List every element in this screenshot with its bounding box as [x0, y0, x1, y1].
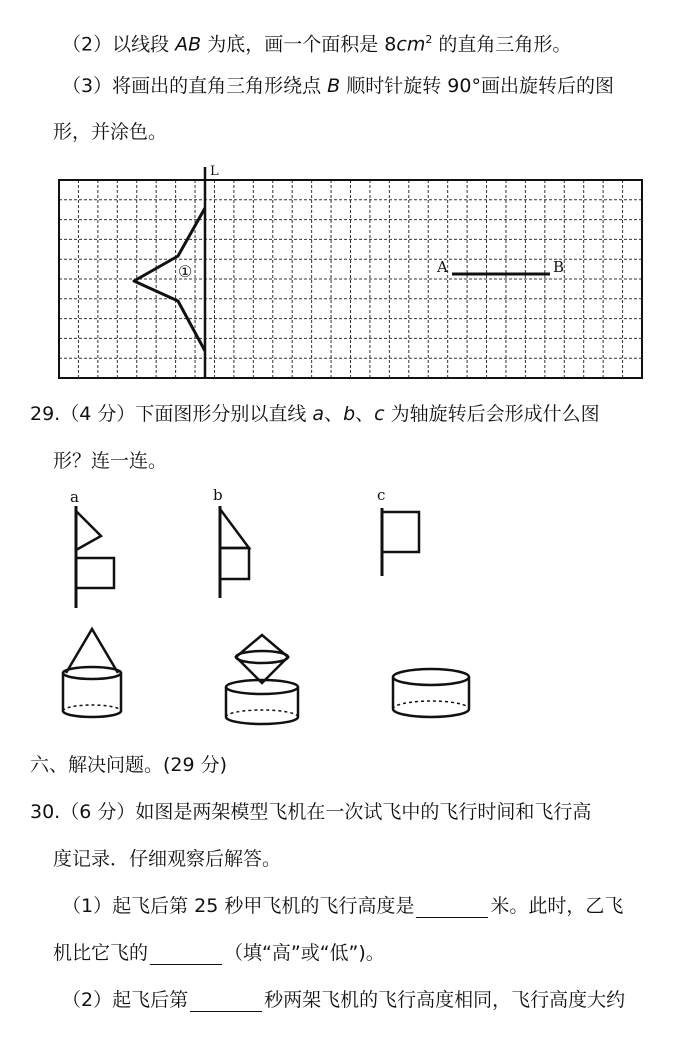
- point-label-a: A: [437, 258, 448, 276]
- q29-letter-b: b: [343, 403, 356, 425]
- q29-text-b: 为轴旋转后会形成什么图: [390, 403, 600, 425]
- q29-text-a: 29.（4 分）下面图形分别以直线: [30, 403, 307, 425]
- shape-label-a: a: [70, 488, 79, 506]
- solid-cylinder: [393, 669, 469, 717]
- q29-line2: 形？连一连。: [53, 450, 168, 472]
- q30-sub1-text-b: 米。此时，乙飞: [490, 895, 624, 917]
- q28-sub2-text-b: 为底，画一个面积是 8: [207, 33, 397, 56]
- solid-shapes: [0, 625, 679, 735]
- q29-sep1: 、: [324, 403, 344, 425]
- q28-sub2-text-c: 的直角三角形。: [438, 33, 572, 56]
- q29-line1: [30, 402, 600, 426]
- q30-sub1b-text-a: 机比它飞的: [53, 942, 149, 964]
- solid-cone-cylinder: [63, 629, 121, 717]
- axis-label-l: L: [210, 164, 219, 179]
- q30-sub1-line1: [62, 894, 623, 918]
- q29-letter-c: c: [374, 403, 385, 425]
- q29-sep2: 、: [355, 403, 375, 425]
- q28-sub3-line1: [62, 74, 614, 98]
- q28-sub3-num: （3）: [62, 75, 113, 97]
- answer-blank-height[interactable]: [416, 897, 488, 918]
- plane-shape-c: [382, 508, 419, 576]
- q29-letter-a: a: [312, 403, 325, 425]
- q28-sub2-num: （2）: [62, 33, 113, 56]
- q28-sub2-segment: AB: [175, 33, 202, 56]
- grid-figure: [0, 165, 679, 395]
- plane-shape-b: [220, 506, 249, 598]
- solid-double-cone-cylinder: [226, 635, 298, 724]
- q30-line2: 度记录．仔细观察后解答。: [53, 848, 282, 870]
- shape-label-c: c: [377, 486, 386, 504]
- grid-lines: [59, 180, 642, 378]
- q28-sub2-text-a: 以线段: [112, 33, 170, 56]
- q30-sub1-line2: [53, 941, 385, 965]
- shape-label-b: b: [213, 486, 223, 504]
- q28-sub2-unit: cm: [396, 33, 426, 56]
- plane-shapes: [0, 500, 679, 620]
- q28-sub3-line2: 形，并涂色。: [53, 121, 168, 143]
- q28-sub3-text-a: 将画出的直角三角形绕点: [112, 75, 322, 97]
- q30-sub2-num: （2）: [62, 989, 113, 1011]
- shape-label-one: ①: [178, 262, 193, 281]
- q30-sub1-text-a: 起飞后第 25 秒甲飞机的飞行高度是: [112, 895, 415, 917]
- answer-blank-seconds[interactable]: [190, 991, 262, 1012]
- q28-sub2-line: [62, 28, 571, 56]
- q30-sub2-text-b: 秒两架飞机的飞行高度相同，飞行高度大约: [264, 989, 626, 1011]
- q30-sub2-text-a: 起飞后第: [112, 989, 189, 1011]
- answer-blank-compare[interactable]: [150, 944, 222, 965]
- q28-sub2-sup: 2: [425, 33, 433, 46]
- section6-heading: 六、解决问题。(29 分): [30, 754, 228, 776]
- q30-sub2-line: [62, 988, 625, 1012]
- point-label-b: B: [553, 258, 565, 276]
- q28-sub3-point: B: [327, 75, 341, 97]
- q28-sub3-text-b: 顺时针旋转 90°画出旋转后的图: [346, 75, 614, 97]
- q30-line1: 30.（6 分）如图是两架模型飞机在一次试飞中的飞行时间和飞行高: [30, 801, 592, 823]
- q30-sub1-num: （1）: [62, 895, 113, 917]
- plane-shape-a: [76, 506, 114, 608]
- q30-sub1b-text-b: （填“高”或“低”)。: [224, 942, 385, 964]
